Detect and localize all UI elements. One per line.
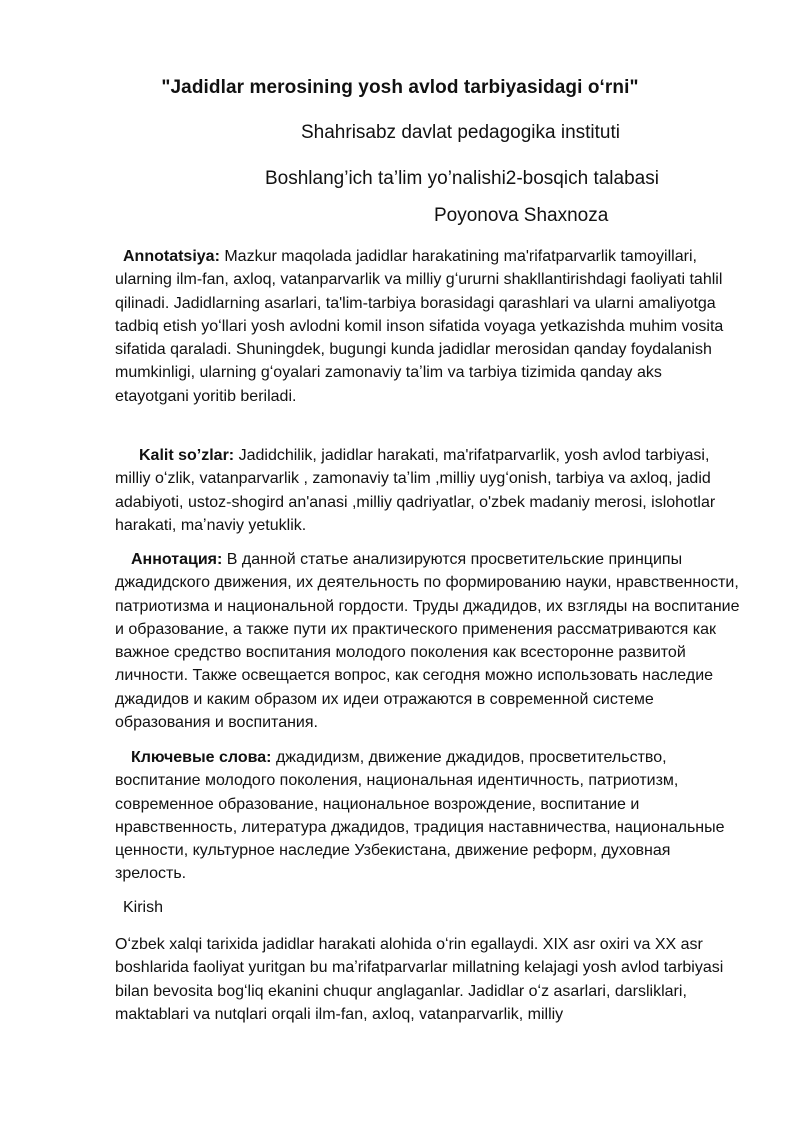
keywords-uz-paragraph xyxy=(115,444,740,537)
annotation-ru-text: В данной статье анализируются просветительские принципы джадидского движения, их деятельность по формированию науки, нравственности, патриотизма и национальной гордости. Труды джадидов, их взгляды на воспитание и образование, а также пути их практического применения рассматриваются как важное средство воспитания молодого поколения как всесторонне развитой личности. Также освещается вопрос, как сегодня можно использовать наследие джадидов и каким образом их идеи отражаются в современной системе образования и воспитания. xyxy=(115,551,740,732)
annotation-uz-paragraph xyxy=(115,245,740,408)
institution-line: Shahrisabz davlat pedagogika instituti xyxy=(301,122,620,143)
author-name: Poyonova Shaxnoza xyxy=(434,205,609,226)
intro-heading: Kirish xyxy=(123,899,164,916)
keywords-ru-text: джадидизм, движение джадидов, просветительство, воспитание молодого поколения, национальная идентичность, патриотизм, современное образование, национальное возрождение, воспитание и нравственность, литература джадидов, традиция наставничества, национальные ценности, культурное наследие Узбекистана, движение реформ, духовная зрелость. xyxy=(115,749,725,883)
document-title: "Jadidlar merosining yosh avlod tarbiyasidagi oʻrni" xyxy=(161,77,639,98)
annotation-uz-label: Annotatsiya: xyxy=(123,248,220,265)
department-line: Boshlang’ich ta’lim yo’nalishi2-bosqich talabasi xyxy=(265,168,659,189)
keywords-uz-label: Kalit so’zlar: xyxy=(139,447,235,464)
keywords-uz-text: Jadidchilik, jadidlar harakati, ma'rifatparvarlik, yosh avlod tarbiyasi, milliy oʻzlik, vatanparvarlik , zamonaviy taʼlim ,milliy uygʻonish, tarbiya va axloq, jadid adabiyoti, ustoz-shogird an'anasi ,milliy qadriyatlar, o'zbek madaniy merosi, islohotlar harakati, maʼnaviy yetuklik. xyxy=(115,447,716,534)
annotation-ru-label: Аннотация: xyxy=(131,551,223,568)
annotation-ru-paragraph xyxy=(115,548,740,734)
intro-paragraph: Oʻzbek xalqi tarixida jadidlar harakati alohida oʻrin egallaydi. XIX asr oxiri va XX asr boshlarida faoliyat yuritgan bu maʼrifatparvarlar millatning kelajagi yosh avlod tarbiyasi bilan bevosita bogʻliq ekanini chuqur anglaganlar. Jadidlar oʻz asarlari, darsliklari, maktablari va nutqlari orqali ilm-fan, axloq, vatanparvarlik, milliy xyxy=(115,936,724,1023)
annotation-uz-text: Mazkur maqolada jadidlar harakatining ma'rifatparvarlik tamoyillari, ularning ilm-fan, axloq, vatanparvarlik va milliy gʻururni shakllantirishdagi faoliyati tahlil qilinadi. Jadidlarning asarlari, ta'lim-tarbiya borasidagi qarashlari va ularni amaliyotga tadbiq etish yoʻllari yosh avlodni komil inson sifatida voyaga yetkazishda muhim vosita sifatida qaraladi. Shuningdek, bugungi kunda jadidlar merosidan qanday foydalanish mumkinligi, ularning gʻoyalari zamonaviy taʼlim va tarbiya tizimida qanday aks etayotgani yoritib beriladi. xyxy=(115,248,724,405)
keywords-ru-paragraph xyxy=(115,746,740,886)
keywords-ru-label: Ключевые слова: xyxy=(131,749,272,766)
